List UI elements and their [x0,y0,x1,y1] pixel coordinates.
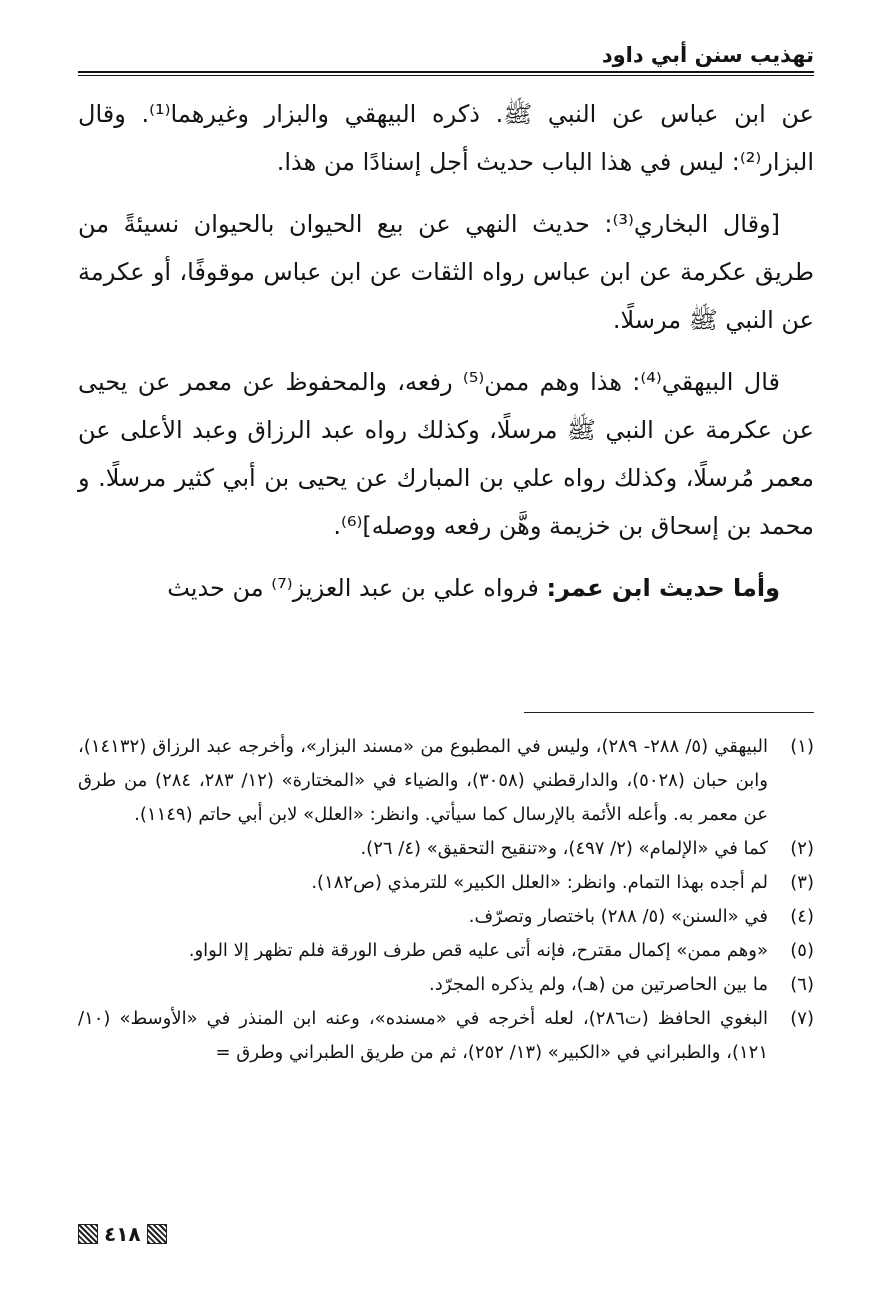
footnote-number: (٧) [790,1008,814,1029]
paragraph: عن ابن عباس عن النبي ﷺ. ذكره البيهقي والبزار وغيرهما⁽¹⁾. وقال البزار⁽²⁾: ليس في هذا الباب حديث أجل إسنادًا من هذا. [78,100,815,176]
footnote-text: البيهقي (٥/ ٢٨٨- ٢٨٩)، وليس في المطبوع من «مسند البزار»، وأخرجه عبد الرزاق (١٤١٣٢)، وابن حبان (٥٠٢٨)، والدارقطني (٣٠٥٨)، والضياء في «المختارة» (١٢/ ٢٨٣، ٢٨٤) من طرق عن معمر به. وأعله الأئمة بالإرسال كما سيأتي. وانظر: «العلل» لابن أبي حاتم (١١٤٩). [78,736,769,825]
footnote [78,1002,814,1070]
paragraph: قال البيهقي⁽⁴⁾: هذا وهم ممن⁽⁵⁾ رفعه، والمحفوظ عن معمر عن يحيى عن عكرمة عن النبي ﷺ مرسلًا، وكذلك رواه عبد الرزاق وعبد الأعلى عن معمر مُرسلًا، وكذلك رواه علي بن المبارك عن يحيى بن أبي كثير مرسلًا. و محمد بن إسحاق بن خزيمة وهَّن رفعه ووصله]⁽⁶⁾. [78,368,814,540]
footnote-text: ما بين الحاصرتين من (هـ)، ولم يذكره المجرّد. [429,974,768,995]
footnote [78,934,814,968]
footnote-text: كما في «الإلمام» (٢/ ٤٩٧)، و«تنقيح التحقيق» (٤/ ٢٦). [360,838,768,859]
ornament-icon [78,1224,98,1244]
paragraph [78,564,814,612]
footnote-number: (١) [790,736,814,757]
ornament-icon [147,1224,167,1244]
footnote-number: (٥) [790,940,814,961]
footnote [78,968,814,1002]
footnote [78,832,814,866]
main-text [78,90,814,626]
footnotes [78,730,814,1070]
footnote-separator [524,712,814,713]
footnote-text: في «السنن» (٥/ ٢٨٨) باختصار وتصرّف. [468,906,768,927]
footnote-number: (٦) [790,974,814,995]
book-title: تهذيب سنن أبي داود [601,43,814,67]
footnote-number: (٢) [790,838,814,859]
page-number: ٤١٨ [104,1222,141,1246]
running-header [78,40,814,76]
paragraph-rest: فرواه علي بن عبد العزيز⁽⁷⁾ من حديث [167,574,547,602]
footnote [78,866,814,900]
page-number-block [78,1222,167,1246]
footnote [78,900,814,934]
header-rule [78,71,814,73]
footnote [78,730,814,832]
footnote-text: لم أجده بهذا التمام. وانظر: «العلل الكبير» للترمذي (ص١٨٢). [311,872,768,893]
footnote-number: (٤) [790,906,814,927]
paragraph-lead: وأما حديث ابن عمر: [546,574,780,602]
paragraph: [وقال البخاري⁽³⁾: حديث النهي عن بيع الحيوان بالحيوان نسيئةً من طريق عكرمة عن ابن عباس رواه الثقات عن ابن عباس موقوفًا، أو عكرمة عن النبي ﷺ مرسلًا. [78,210,814,334]
header-rule-thin [78,75,814,76]
footnote-text: البغوي الحافظ (ت٢٨٦)، لعله أخرجه في «مسنده»، وعنه ابن المنذر في «الأوسط» (١٠/ ١٢١)، والطبراني في «الكبير» (١٣/ ٢٥٢)، ثم من طريق الطبراني وطرق = [78,1008,768,1063]
footnote-number: (٣) [790,872,814,893]
footnote-text: «وهم ممن» إكمال مقترح، فإنه أتى عليه قص طرف الورقة فلم تظهر إلا الواو. [188,940,768,961]
